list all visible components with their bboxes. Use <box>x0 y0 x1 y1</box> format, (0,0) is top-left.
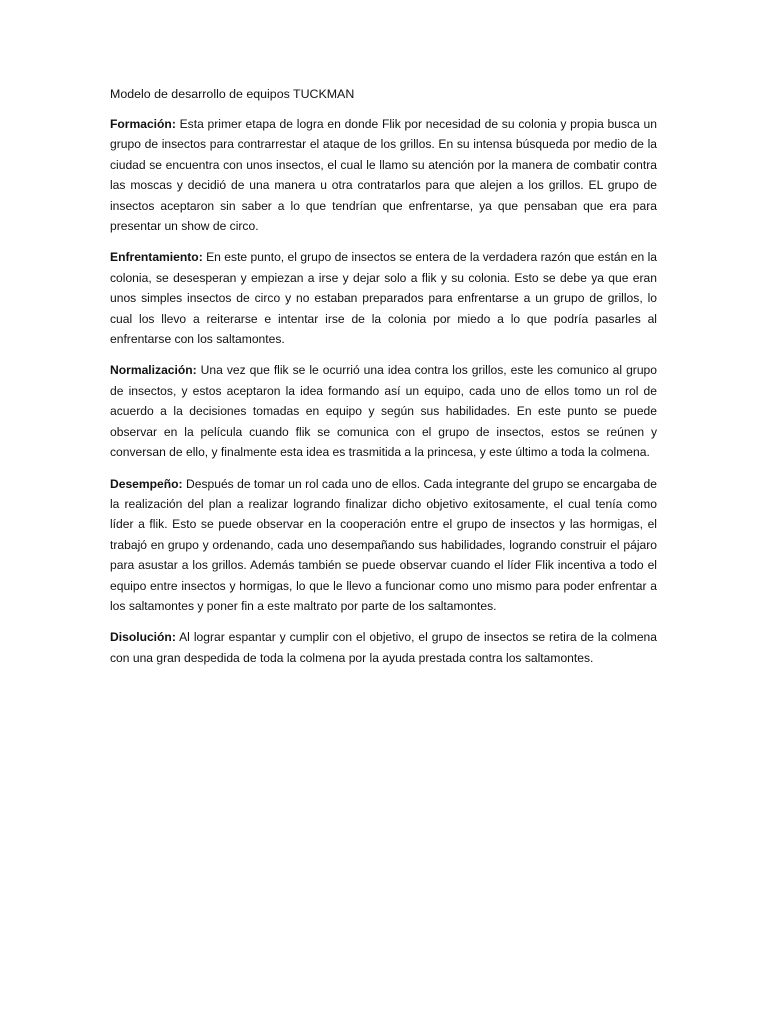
document-title: Modelo de desarrollo de equipos TUCKMAN <box>110 87 355 101</box>
document-page <box>110 84 657 679</box>
section-label: Desempeño: <box>110 476 183 491</box>
section-label: Normalización: <box>110 363 197 378</box>
section-text: Una vez que flik se le ocurrió una idea contra los grillos, este les comunico al grupo de insectos, y estos aceptaron la idea formando así un equipo, cada uno de ellos tomo un rol de acuerdo a la decisiones tomadas en equipo y según sus habilidades. En este punto se puede observar en la película cuando flik se comunica con el grupo de insectos, estos se reúnen y conversan de ello, y finalmente esta idea es trasmitida a la princesa, y este último a toda la colmena. <box>110 363 657 460</box>
section-label: Disolución: <box>110 630 176 645</box>
section-disolucion <box>110 627 657 668</box>
section-normalizacion <box>110 360 657 462</box>
section-text: En este punto, el grupo de insectos se entera de la verdadera razón que están en la colonia, se desesperan y empiezan a irse y dejar solo a flik y su colonia. Esto se debe ya que eran unos simples insectos de circo y no estaban preparados para enfrentarse a un grupo de grillos, lo cual los llevo a reiterarse e intentar irse de la colonia por miedo a lo que podría pasarles al enfrentarse con los saltamontes. <box>110 250 657 347</box>
section-enfrentamiento <box>110 247 657 349</box>
section-text: Después de tomar un rol cada uno de ellos. Cada integrante del grupo se encargaba de la realización del plan a realizar logrando finalizar dicho objetivo exitosamente, el cual tenía como líder a flik. Esto se puede observar en la cooperación entre el grupo de insectos y las hormigas, el trabajó en grupo y ordenando, cada uno desempañando sus habilidades, logrando construir el pájaro para asustar a los grillos. Además también se puede observar cuando el líder Flik incentiva a todo el equipo entre insectos y hormigas, lo que le llevo a funcionar como uno mismo para poder enfrentar a los saltamontes y poner fin a este maltrato por parte de los saltamontes. <box>110 476 657 613</box>
section-desempeno <box>110 474 657 617</box>
section-formacion <box>110 114 657 236</box>
section-label: Formación: <box>110 117 176 131</box>
section-text: Al lograr espantar y cumplir con el objetivo, el grupo de insectos se retira de la colmena con una gran despedida de toda la colmena por la ayuda prestada contra los saltamontes. <box>110 630 657 665</box>
section-text: Esta primer etapa de logra en donde Flik por necesidad de su colonia y propia busca un grupo de insectos para contrarrestar el ataque de los grillos. En su intensa búsqueda por medio de la ciudad se encuentra con unos insectos, el cual le llamo su atención por la manera de combatir contra las moscas y decidió de una manera u otra contratarlos para que alejen a los grillos. EL grupo de insectos aceptaron sin saber a lo que tendrían que enfrentarse, ya que pensaban que era para presentar un show de circo. <box>110 117 657 234</box>
section-label: Enfrentamiento: <box>110 250 203 265</box>
